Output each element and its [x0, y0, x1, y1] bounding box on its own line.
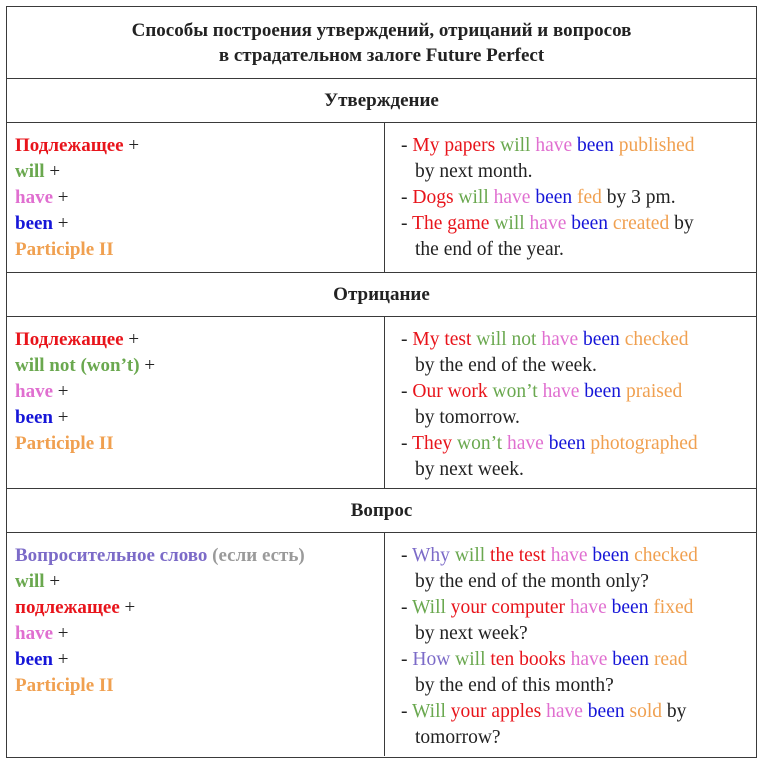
example-line: by next month.	[415, 161, 533, 182]
negative-formula: Подлежащее + will not (won’t) + have + been + Participle II	[15, 329, 156, 454]
grammar-table	[6, 6, 757, 758]
title-line-1: Способы построения утверждений, отрицаний и вопросов	[131, 19, 632, 41]
formula-subject: подлежащее	[15, 597, 120, 618]
example-line: - They won’t have been photographed	[401, 433, 698, 454]
example-line: - My test will not have been checked	[401, 329, 689, 350]
example-line: - Our work won’t have been praised	[401, 381, 683, 402]
formula-will: will	[15, 161, 45, 182]
example-line: tomorrow?	[415, 727, 501, 748]
question-header	[7, 489, 756, 533]
formula-have: have	[15, 381, 53, 402]
column-divider	[384, 317, 385, 488]
affirmative-header	[7, 79, 756, 123]
affirmative-examples	[401, 133, 751, 263]
example-line: - My papers will have been published	[401, 135, 695, 156]
formula-will-not: will not (won’t)	[15, 355, 140, 376]
example-line: - The game will have been created by	[401, 213, 694, 234]
negative-row	[7, 317, 756, 489]
formula-optional: (если есть)	[212, 545, 305, 566]
formula-participle: Participle II	[15, 675, 114, 696]
example-line: by the end of this month?	[415, 675, 614, 696]
example-line: - How will ten books have been read	[401, 649, 688, 670]
example-line: by next week.	[415, 459, 524, 480]
negative-header-label: Отрицание	[333, 283, 430, 305]
example-line: by tomorrow.	[415, 407, 520, 428]
table-title	[7, 7, 756, 79]
example-line: by next week?	[415, 623, 528, 644]
question-formula: Вопросительное слово (если есть) will + подлежащее + have + been + Participle II	[15, 545, 305, 696]
affirmative-row	[7, 123, 756, 273]
column-divider	[384, 533, 385, 756]
formula-have: have	[15, 187, 53, 208]
example-line: - Why will the test have been checked	[401, 545, 698, 566]
question-examples	[401, 543, 751, 751]
column-divider	[384, 123, 385, 272]
example-line: by the end of the week.	[415, 355, 597, 376]
formula-participle: Participle II	[15, 433, 114, 454]
formula-been: been	[15, 407, 53, 428]
example-line: by the end of the month only?	[415, 571, 649, 592]
question-header-label: Вопрос	[350, 499, 413, 521]
negative-header	[7, 273, 756, 317]
example-line: - Will your apples have been sold by	[401, 701, 687, 722]
example-line: - Will your computer have been fixed	[401, 597, 694, 618]
affirmative-formula: Подлежащее + will + have + been + Participle II	[15, 135, 140, 260]
formula-participle: Participle II	[15, 239, 114, 260]
formula-subject: Подлежащее	[15, 329, 124, 350]
formula-subject: Подлежащее	[15, 135, 124, 156]
question-row	[7, 533, 756, 756]
example-line: the end of the year.	[415, 239, 564, 260]
example-line: - Dogs will have been fed by 3 pm.	[401, 187, 676, 208]
formula-been: been	[15, 213, 53, 234]
formula-been: been	[15, 649, 53, 670]
affirmative-header-label: Утверждение	[324, 89, 439, 111]
negative-examples	[401, 327, 751, 483]
formula-question-word: Вопросительное слово	[15, 545, 208, 566]
title-line-2: в страдательном залоге Future Perfect	[218, 44, 545, 66]
formula-have: have	[15, 623, 53, 644]
formula-will: will	[15, 571, 45, 592]
